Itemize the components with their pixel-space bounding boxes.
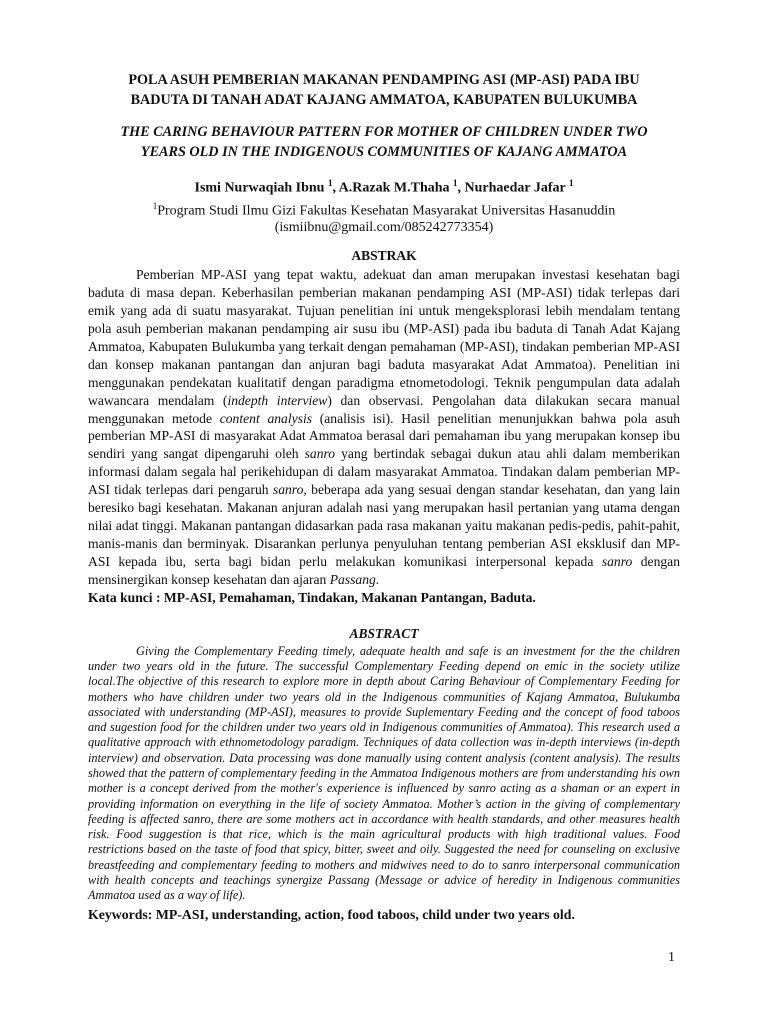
- abstrak-italic-1: indepth interview: [227, 392, 328, 408]
- contact-info: (ismiibnu@gmail.com/085242773354): [274, 220, 494, 236]
- abstrak-text-4: yang bertindak sebagai dukun atau ahli dalam memberikan informasi dalam segala hal perikehidupan di dalam masyarakat Ammatoa. Tindakan dalam pemberian MP-ASI tidak terlepas dari pengaruh: [88, 446, 680, 498]
- abstrak-text-3: (analisis isi). Hasil penelitian menunjukkan bahwa pola asuh pemberian MP-ASI di masyarakat Adat Ammatoa berasal dari pemahaman ibu yang merupakan konsep ibu sendiri yang sangat dipengaruhi oleh: [88, 410, 680, 462]
- paper-page: [88, 70, 680, 924]
- abstrak-italic-3: sanro: [304, 446, 336, 462]
- abstract-body: Giving the Complementary Feeding timely, adequate health and safe is an investment for the the children under two years old in the future. The successful Complementary Feeding depend on emic in the society utilize local.The objective of this research to explore more in depth about Caring Behaviour of Complementary Feeding for mothers who have children under two years old in the Indigenous communities of Kajang Ammatoa, Bulukumba associated with understanding (MP-ASI), measures to provide Suplementary Feeding and the concept of food taboos and sugestion food for the children under two years old in Indigenous communities of Ammatoa). This research used a qualitative approach with ethnometodology paradigm. Techniques of data collection was in-depth interviews (in-depth interview) and observation. Data processing was done manually using content analysis (content analysis). The results showed that the pattern of complementary feeding in the Ammatoa Indigenous mothers are from understanding his own mother is a concept derived from the mother's experience is influenced by sanro acting as a shaman or an expert in providing information on everything in the life of society Ammatoa. Mother’s action in the giving of complementary feeding is affected sanro, there are some mothers act in accordance with health standards, and other measures health risk. Food suggestion is that rice, which is the main agricultural products with high traditional values. Food restrictions based on the taste of food that spicy, bitter, sweet and oily. Suggested the need for counseling on exclusive breastfeeding and complementary feeding to mothers and midwives need to do to sanro interpersonal communication with health concepts and teachings synergize Passang (Message or advice of heredity in Indigenous communities Ammatoa used as a way of life).: [88, 643, 680, 903]
- abstrak-text-5: , beberapa ada yang sesuai dengan standar kesehatan, dan yang lain beresiko bagi kesehatan. Makanan anjuran adalah nasi yang merupakan hasil pertanian yang utama dengan nilai adat tinggi. Makanan pantangan didasarkan pada rasa makanan yaitu makanan pedis-pedis, pahit-pahit, manis-manis dan berminyak. Disarankan perlunya penyuluhan tentang pemberian ASI eksklusif dan MP-ASI kepada ibu, serta bagi bidan perlu melakukan komunikasi interpersonal kepada: [88, 482, 680, 569]
- affiliation-sup: 1: [152, 200, 158, 211]
- author-3: , Nurhaedar Jafar: [457, 180, 569, 196]
- abstrak-italic-2: content analysis: [219, 410, 313, 426]
- author-1-sup: 1: [327, 178, 333, 188]
- abstrak-text-2: ) dan observasi. Pengolahan data dilakukan secara manual menggunakan metode: [88, 392, 680, 426]
- title-line-1: POLA ASUH PEMBERIAN MAKANAN PENDAMPING ASI (MP-ASI) PADA IBU: [128, 72, 640, 88]
- abstrak-italic-5: sanro: [601, 553, 633, 569]
- abstract-heading: ABSTRACT: [349, 625, 419, 641]
- author-2: , A.Razak M.Thaha: [332, 180, 454, 196]
- abstrak-italic-6: Passang: [329, 571, 376, 587]
- kata-kunci: Kata kunci : MP-ASI, Pemahaman, Tindakan, Makanan Pantangan, Baduta.: [88, 589, 536, 605]
- author-list: [88, 174, 680, 198]
- affiliation-text: Program Studi Ilmu Gizi Fakultas Kesehatan Masyarakat Universitas Hasanuddin: [157, 203, 616, 219]
- paper-title: [88, 70, 680, 110]
- abstrak-text-1: Pemberian MP-ASI yang tepat waktu, adekuat dan aman merupakan investasi kesehatan bagi baduta di masa depan. Keberhasilan pemberian makanan pendamping ASI (MP-ASI) tidak terlepas dari emik yang ada di suatu masyarakat. Tujuan penelitian ini untuk mengeksplorasi lebih mendalam tentang pola asuh pemberian makanan pendamping air susu ibu (MP-ASI) pada ibu baduta di Tanah Adat Kajang Ammatoa, Kabupaten Bulukumba yang terkait dengan pemahaman (MP-ASI), tindakan pemberian MP-ASI dan konsep makanan pantangan dan anjuran bagi baduta masyarakat Adat Ammatoa). Penelitian ini menggunakan pendekatan kualitatif dengan paradigma etnometodologi. Teknik pengumpulan data adalah wawancara mendalam (: [88, 267, 680, 408]
- english-title-line-2: YEARS OLD IN THE INDIGENOUS COMMUNITIES OF KAJANG AMMATOA: [140, 144, 628, 160]
- abstrak-text-6: dengan mensinergikan konsep kesehatan dan ajaran: [88, 553, 680, 587]
- abstrak-body: [88, 266, 680, 588]
- abstrak-text-7: .: [375, 571, 380, 587]
- english-title-line-1: THE CARING BEHAVIOUR PATTERN FOR MOTHER OF CHILDREN UNDER TWO: [120, 124, 648, 140]
- english-title: [88, 122, 680, 162]
- author-1: Ismi Nurwaqiah Ibnu: [194, 180, 328, 196]
- keywords: Keywords: MP-ASI, understanding, action, food taboos, child under two years old.: [88, 906, 575, 922]
- page-number: 1: [668, 950, 675, 965]
- abstrak-italic-4: sanro: [272, 482, 304, 498]
- abstrak-heading: ABSTRAK: [351, 248, 417, 264]
- affiliation: [88, 198, 680, 220]
- author-3-sup: 1: [569, 178, 574, 188]
- author-2-sup: 1: [453, 178, 458, 188]
- title-line-2: BADUTA DI TANAH ADAT KAJANG AMMATOA, KABUPATEN BULUKUMBA: [130, 92, 638, 108]
